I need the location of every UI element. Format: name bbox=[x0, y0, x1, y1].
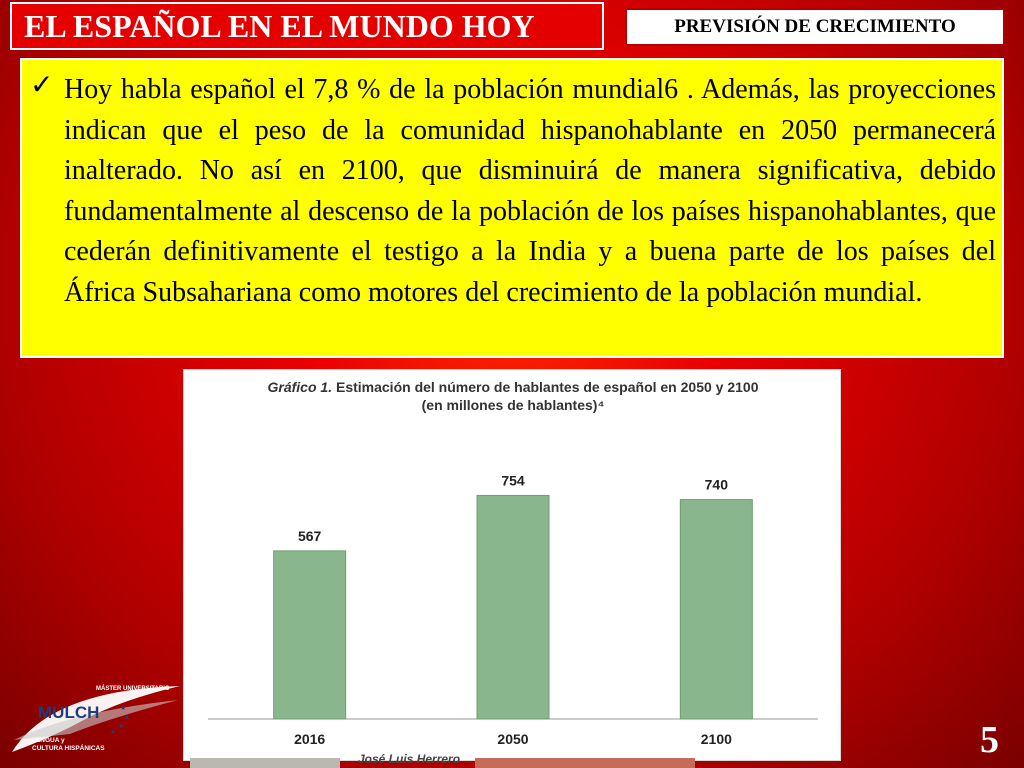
author-name: José Luis Herrero bbox=[358, 752, 461, 766]
data-label-2100: 740 bbox=[704, 476, 729, 493]
checkmark-icon: ✓ bbox=[30, 68, 54, 101]
body-paragraph: Hoy habla español el 7,8 % de la población mundial6 . Además, las proyecciones indican que el peso de la comunidad hispanohablante en 2050 permanecerá inalterado. No así en 2100, que disminuirá de manera significativa, debido fundamentalmente al descenso de la población de los países hispanohablantes, que cederán definitivamente el testigo a la India y a buena parte de los países del África Subsahariana como motores del crecimiento de la población mundial. bbox=[64, 74, 996, 308]
logo-bottom-line2: CULTURA HISPÁNICAS bbox=[32, 745, 105, 752]
chart-subtitle: (en millones de hablantes)⁴ bbox=[421, 397, 605, 413]
bottom-strip-left bbox=[190, 758, 340, 768]
section-label: PREVISIÓN DE CRECIMIENTO bbox=[625, 8, 1005, 46]
chart-title-label: Gráfico 1. bbox=[267, 379, 333, 395]
logo-bottom-line1: LENGUA y bbox=[32, 737, 65, 744]
chart-panel bbox=[183, 369, 841, 761]
data-label-2016: 567 bbox=[297, 527, 322, 544]
slide-title: EL ESPAÑOL EN EL MUNDO HOY bbox=[10, 2, 604, 50]
star-icon: ★ bbox=[120, 704, 127, 712]
star-icon: ★ bbox=[118, 722, 125, 730]
x-tick-label-2050: 2050 bbox=[497, 731, 529, 747]
star-icon: ★ bbox=[124, 714, 131, 722]
chart-title-text: Estimación del número de hablantes de español en 2050 y 2100 bbox=[335, 379, 759, 395]
data-label-2050: 754 bbox=[501, 472, 525, 489]
x-tick-label-2016: 2016 bbox=[294, 731, 326, 747]
bar-2050 bbox=[477, 495, 549, 719]
bar-chart bbox=[184, 370, 842, 762]
text-panel bbox=[20, 58, 1004, 358]
slide-number: 5 bbox=[980, 719, 999, 761]
bar-2100 bbox=[680, 500, 752, 719]
bar-2016 bbox=[274, 551, 346, 719]
x-tick-label-2100: 2100 bbox=[700, 731, 732, 747]
star-icon: ★ bbox=[110, 728, 117, 736]
bottom-strip-right bbox=[475, 758, 695, 768]
logo-top-text: MÁSTER UNIVERSITARIO bbox=[96, 686, 170, 692]
logo-name: MULCH bbox=[38, 703, 100, 722]
mulch-logo bbox=[10, 682, 185, 762]
